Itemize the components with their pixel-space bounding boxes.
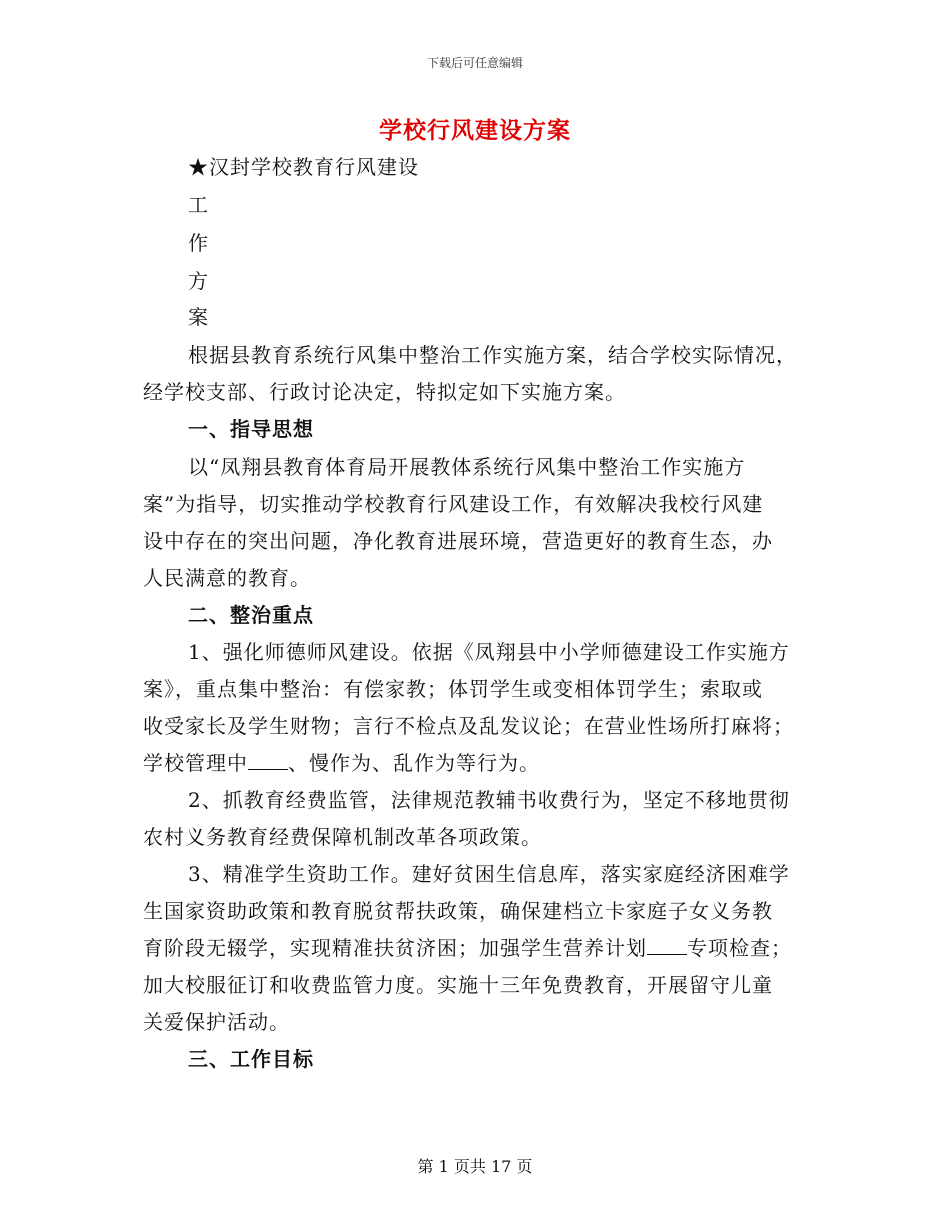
fill-in-blank: [647, 936, 687, 955]
page-footer: 第 1 页共 17 页: [417, 1157, 533, 1176]
paragraph-text: 、慢作为、乱作为等行为。: [288, 751, 540, 775]
vertical-char: 工: [188, 193, 209, 217]
section-heading: 三、工作目标: [188, 1047, 314, 1071]
paragraph-line: 人民满意的教育。: [143, 566, 311, 590]
paragraph-line: [143, 933, 792, 963]
intro-line: 根据县教育系统行风集中整治工作实施方案，结合学校实际情况，: [188, 343, 797, 367]
section-heading: 一、指导思想: [188, 417, 314, 441]
paragraph-line: 加大校服征订和收费监管力度。实施十三年免费教育，开展留守儿童: [143, 973, 773, 997]
paragraph-line: 3、精准学生资助工作。建好贫困生信息库，落实家庭经济困难学: [188, 862, 790, 886]
paragraph-line: 设中存在的突出问题，净化教育进展环境，营造更好的教育生态，办: [143, 529, 773, 553]
intro-line: 经学校支部、行政讨论决定，特拟定如下实施方案。: [143, 380, 626, 404]
paragraph-text: 学校管理中: [143, 751, 248, 775]
paragraph-text: 育阶段无辍学，实现精准扶贫济困；加强学生营养计划: [143, 936, 647, 960]
paragraph-line: 2、抓教育经费监管，法律规范教辅书收费行为，坚定不移地贯彻: [188, 788, 790, 812]
vertical-char: 方: [188, 269, 209, 293]
paragraph-line: 生国家资助政策和教育脱贫帮扶政策，确保建档立卡家庭子女义务教: [143, 899, 773, 923]
paragraph-line: [143, 748, 540, 778]
subtitle-line: ★汉封学校教育行风建设: [188, 155, 419, 179]
paragraph-line: 案”为指导，切实推动学校教育行风建设工作，有效解决我校行风建: [143, 492, 764, 516]
header-note: 下载后可任意编辑: [426, 56, 523, 70]
paragraph-line: 农村义务教育经费保障机制改革各项政策。: [143, 825, 542, 849]
vertical-char: 作: [188, 231, 209, 255]
fill-in-blank: [248, 751, 288, 770]
document-title: 学校行风建设方案: [379, 117, 571, 144]
paragraph-line: 案》，重点集中整治：有偿家教；体罚学生或变相体罚学生；索取或: [143, 677, 763, 701]
paragraph-line: 以“凤翔县教育体育局开展教体系统行风集中整治工作实施方: [188, 455, 746, 479]
paragraph-text: 专项检查；: [687, 936, 792, 960]
paragraph-line: 收受家长及学生财物；言行不检点及乱发议论；在营业性场所打麻将；: [143, 714, 794, 738]
paragraph-line: 1、强化师德师风建设。依据《凤翔县中小学师德建设工作实施方: [188, 640, 790, 664]
paragraph-line: 关爱保护活动。: [143, 1010, 290, 1034]
vertical-char: 案: [188, 305, 209, 329]
section-heading: 二、整治重点: [188, 603, 314, 627]
